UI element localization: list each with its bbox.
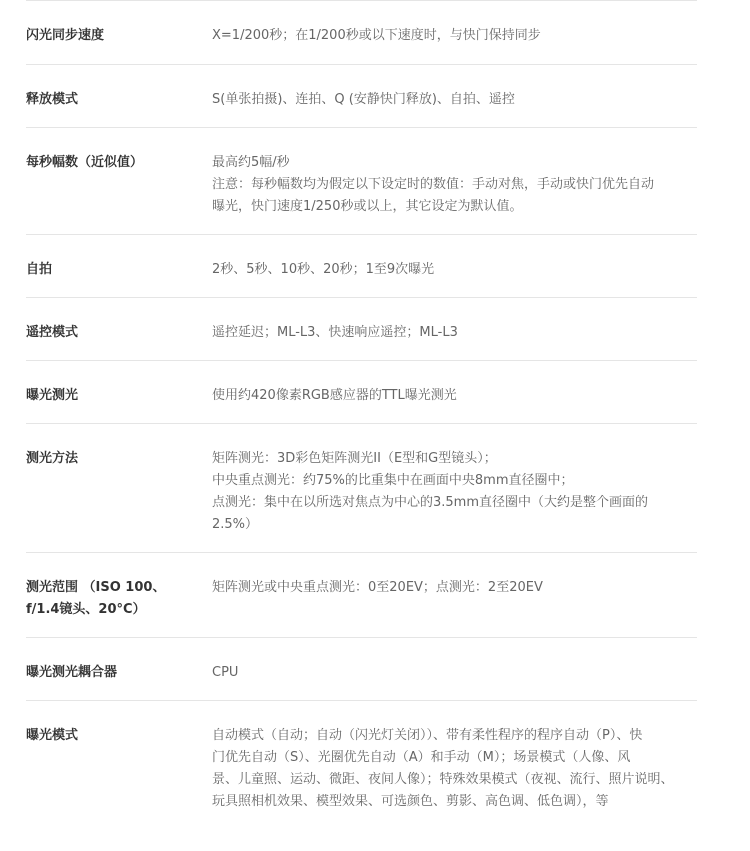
spec-value-line: 最高约5幅/秒 <box>212 155 290 170</box>
spec-label <box>26 577 212 637</box>
spec-value-line: 矩阵测光或中央重点测光：0至20EV；点测光：2至20EV <box>212 580 543 595</box>
spec-value-line: 曝光，快门速度1/250秒或以上，其它设定为默认值。 <box>212 199 523 214</box>
spec-value <box>212 448 697 552</box>
spec-label: 曝光测光 <box>26 388 79 403</box>
spec-row-remote-mode <box>26 298 697 361</box>
spec-label: 每秒幅数（近似值） <box>26 155 144 170</box>
spec-value-line: 门优先自动（S）、光圈优先自动（A）和手动（M）；场景模式（人像、风 <box>212 750 631 765</box>
spec-value-line: 注意：每秒幅数均为假定以下设定时的数值：手动对焦，手动或快门优先自动 <box>212 177 655 192</box>
spec-row-exposure-metering <box>26 361 697 424</box>
spec-value-line: X=1/200秒；在1/200秒或以下速度时，与快门保持同步 <box>212 28 541 43</box>
spec-value <box>212 385 697 423</box>
spec-value <box>212 322 697 360</box>
spec-row-metering-range <box>26 553 697 638</box>
spec-value-line: 遥控延迟；ML-L3、快速响应遥控；ML-L3 <box>212 325 458 340</box>
spec-value-line: 中央重点测光：约75%的比重集中在画面中央8mm直径圈中； <box>212 473 574 488</box>
spec-value <box>212 725 697 851</box>
spec-value-line: 2秒、5秒、10秒、20秒；1至9次曝光 <box>212 262 435 277</box>
spec-value-line: 矩阵测光：3D彩色矩阵测光II（E型和G型镜头）； <box>212 451 497 466</box>
spec-value-line: 使用约420像素RGB感应器的TTL曝光测光 <box>212 388 457 403</box>
spec-value <box>212 152 697 234</box>
spec-row-release-mode <box>26 65 697 128</box>
spec-value <box>212 259 697 297</box>
spec-value-line: 2.5%） <box>212 517 259 532</box>
spec-row-metering-method <box>26 424 697 553</box>
spec-value <box>212 662 697 700</box>
spec-value-line: 景、儿童照、运动、微距、夜间人像）；特殊效果模式（夜视、流行、照片说明、 <box>212 772 674 787</box>
spec-label: 曝光模式 <box>26 728 79 743</box>
spec-value <box>212 89 697 127</box>
spec-label: 自拍 <box>26 262 53 277</box>
spec-label: 曝光测光耦合器 <box>26 665 118 680</box>
spec-value-line: S(单张拍摄)、连拍、Q (安静快门释放)、自拍、遥控 <box>212 92 515 107</box>
spec-label: 测光方法 <box>26 451 79 466</box>
spec-label-line: 测光范围 （ISO 100、 <box>26 580 166 595</box>
spec-row-exposure-mode <box>26 701 697 851</box>
spec-value <box>212 577 697 637</box>
spec-value <box>212 25 697 64</box>
spec-label: 遥控模式 <box>26 325 79 340</box>
spec-label-line: f/1.4镜头、20°C） <box>26 602 146 617</box>
spec-row-flash-sync <box>26 1 697 65</box>
spec-row-frame-rate <box>26 128 697 235</box>
spec-value-line: CPU <box>212 665 239 680</box>
spec-value-line: 点测光：集中在以所选对焦点为中心的3.5mm直径圈中（大约是整个画面的 <box>212 495 649 510</box>
spec-value-line: 自动模式（自动；自动（闪光灯关闭））、带有柔性程序的程序自动（P）、快 <box>212 728 643 743</box>
spec-value-line: 玩具照相机效果、模型效果、可选颜色、剪影、高色调、低色调），等 <box>212 794 609 809</box>
spec-label: 释放模式 <box>26 92 79 107</box>
spec-label: 闪光同步速度 <box>26 28 105 43</box>
spec-row-self-timer <box>26 235 697 298</box>
spec-row-metering-coupling <box>26 638 697 701</box>
spec-table <box>26 0 697 851</box>
